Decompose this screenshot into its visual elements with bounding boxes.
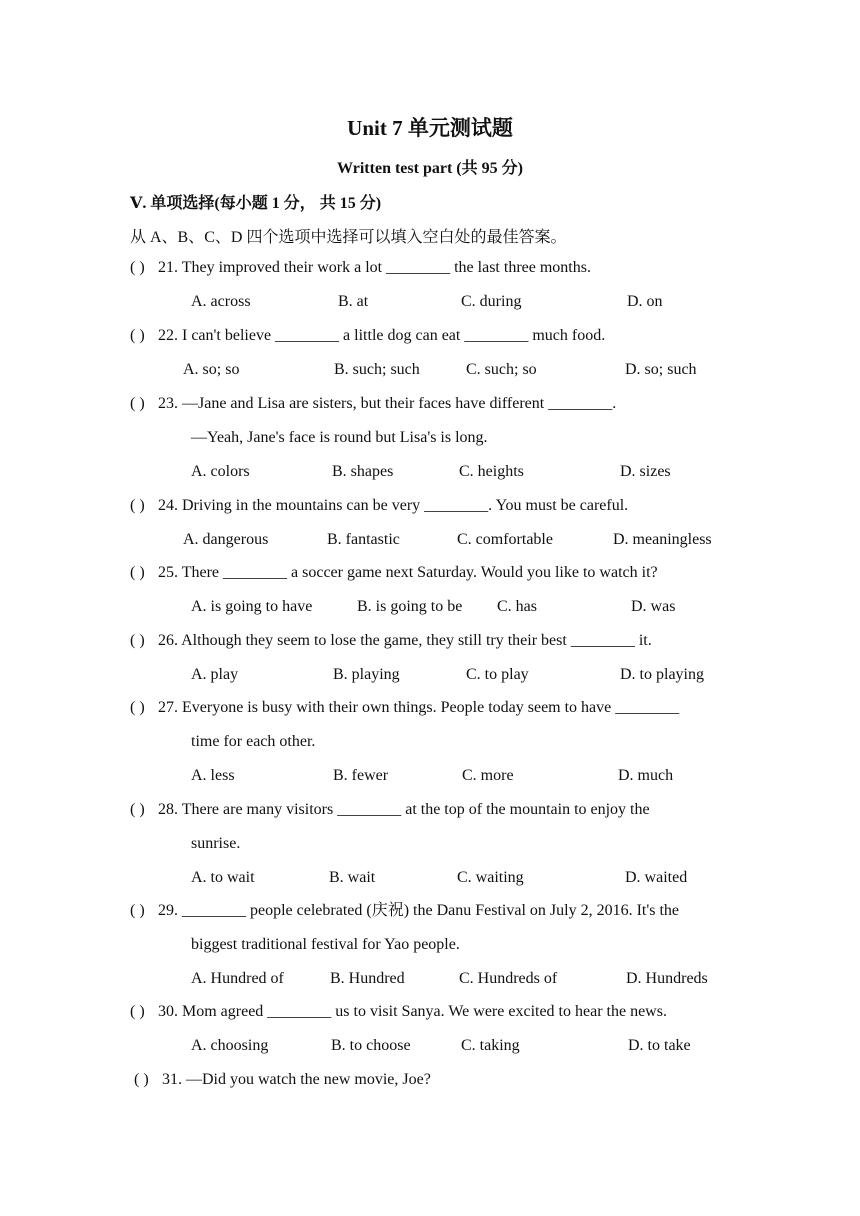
answer-bracket: ( ) (130, 1003, 145, 1020)
question-stem: 31. —Did you watch the new movie, Joe? (162, 1071, 431, 1088)
answer-bracket: ( ) (130, 801, 145, 818)
question-continuation: —Yeah, Jane's face is round but Lisa's is long. (191, 429, 488, 446)
answer-option: A. less (191, 767, 235, 784)
answer-option: C. more (462, 767, 514, 784)
answer-option: C. heights (459, 463, 524, 480)
answer-option: B. to choose (331, 1037, 411, 1054)
answer-bracket: ( ) (130, 327, 145, 344)
page-title: Unit 7 单元测试题 (347, 116, 513, 140)
question-continuation: time for each other. (191, 733, 316, 750)
answer-option: C. during (461, 293, 522, 310)
answer-option: B. such; such (334, 361, 420, 378)
answer-option: D. on (627, 293, 663, 310)
answer-bracket: ( ) (130, 259, 145, 276)
answer-option: A. so; so (183, 361, 240, 378)
answer-option: A. to wait (191, 869, 255, 886)
answer-option: B. wait (329, 869, 376, 886)
answer-option: D. to take (628, 1037, 691, 1054)
answer-option: D. to playing (620, 666, 704, 683)
question-stem: 30. Mom agreed ________ us to visit Sanya. We were excited to hear the news. (158, 1003, 667, 1020)
answer-option: B. playing (333, 666, 400, 683)
question-stem: 23. —Jane and Lisa are sisters, but their faces have different ________. (158, 395, 617, 412)
answer-option: C. waiting (457, 869, 524, 886)
answer-option: C. to play (466, 666, 529, 683)
answer-bracket: ( ) (130, 564, 145, 581)
answer-option: C. has (497, 598, 537, 615)
question-stem: 21. They improved their work a lot ________ the last three months. (158, 259, 591, 276)
answer-bracket: ( ) (130, 395, 145, 412)
section-heading: Ⅴ. 单项选择(每小题 1 分， 共 15 分) (130, 195, 382, 212)
question-stem: 26. Although they seem to lose the game, they still try their best ________ it. (158, 632, 652, 649)
answer-option: C. taking (461, 1037, 520, 1054)
question-continuation: sunrise. (191, 835, 241, 852)
answer-option: B. at (338, 293, 369, 310)
answer-bracket: ( ) (130, 902, 145, 919)
question-continuation: biggest traditional festival for Yao people. (191, 936, 460, 953)
answer-option: D. sizes (620, 463, 671, 480)
answer-option: A. Hundred of (191, 970, 284, 987)
answer-option: B. shapes (332, 463, 394, 480)
answer-option: C. such; so (466, 361, 537, 378)
answer-option: B. fewer (333, 767, 389, 784)
question-stem: 28. There are many visitors ________ at the top of the mountain to enjoy the (158, 801, 650, 818)
answer-option: D. meaningless (613, 531, 712, 548)
question-stem: 29. ________ people celebrated (庆祝) the Danu Festival on July 2, 2016. It's the (158, 902, 680, 919)
answer-option: C. Hundreds of (459, 970, 558, 987)
answer-option: D. much (618, 767, 674, 784)
answer-bracket: ( ) (130, 699, 145, 716)
question-stem: 24. Driving in the mountains can be very ________. You must be careful. (158, 497, 629, 514)
answer-bracket: ( ) (134, 1071, 149, 1088)
answer-option: A. dangerous (183, 531, 269, 548)
answer-option: A. play (191, 666, 239, 683)
answer-option: B. fantastic (327, 531, 400, 548)
answer-option: C. comfortable (457, 531, 553, 548)
question-stem: 22. I can't believe ________ a little dog can eat ________ much food. (158, 327, 606, 344)
answer-option: A. colors (191, 463, 250, 480)
answer-option: D. was (631, 598, 676, 615)
question-stem: 27. Everyone is busy with their own things. People today seem to have ________ (158, 699, 680, 716)
answer-option: B. is going to be (357, 598, 463, 615)
answer-option: D. Hundreds (626, 970, 708, 987)
answer-option: A. across (191, 293, 251, 310)
answer-option: A. is going to have (191, 598, 313, 615)
answer-option: D. waited (625, 869, 688, 886)
answer-option: D. so; such (625, 361, 697, 378)
answer-option: A. choosing (191, 1037, 269, 1054)
instruction-text: 从 A、B、C、D 四个选项中选择可以填入空白处的最佳答案。 (130, 229, 567, 246)
answer-bracket: ( ) (130, 497, 145, 514)
question-stem: 25. There ________ a soccer game next Saturday. Would you like to watch it? (158, 564, 658, 581)
answer-bracket: ( ) (130, 632, 145, 649)
answer-option: B. Hundred (330, 970, 405, 987)
page-subtitle: Written test part (共 95 分) (337, 160, 523, 177)
